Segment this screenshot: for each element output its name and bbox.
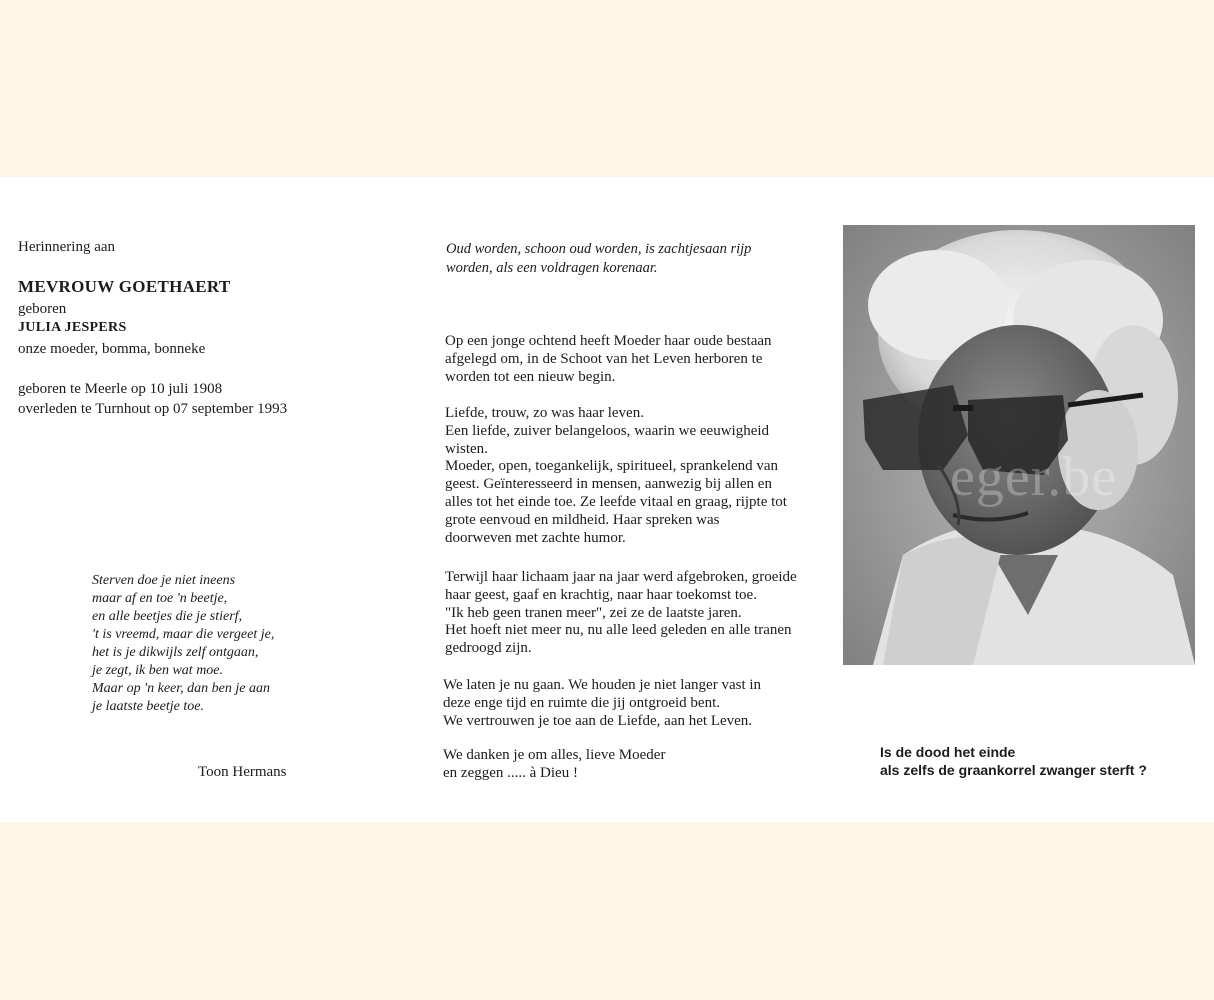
watermark-text: eger.be	[950, 446, 1118, 508]
question-line: als zelfs de graankorrel zwanger sterft ?	[880, 762, 1147, 778]
poem-line: en alle beetjes die je stierf,	[92, 609, 243, 624]
poem-line: 't is vreemd, maar die vergeet je,	[92, 627, 275, 642]
paragraph-line: wisten.	[445, 440, 488, 457]
paragraph-line: Liefde, trouw, zo was haar leven.	[445, 405, 644, 421]
birth-line: geboren te Meerle op 10 juli 1908	[18, 381, 223, 397]
poem-line: je zegt, ik ben wat moe.	[92, 663, 224, 678]
paragraph-line: haar geest, gaaf en krachtig, naar haar toekomst toe.	[445, 586, 757, 603]
paragraph-line: We vertrouwen je toe aan de Liefde, aan het Leven.	[443, 712, 753, 729]
epigraph-line: Oud worden, schoon oud worden, is zachtjesaan rijp	[446, 241, 752, 257]
poem-line: het is je dikwijls zelf ontgaan,	[92, 645, 259, 660]
death-line: overleden te Turnhout op 07 september 1993	[18, 401, 288, 417]
paragraph-thanks	[443, 747, 811, 783]
paragraph-line: afgelegd om, in de Schoot van het Leven herboren te	[445, 350, 763, 367]
poem-author: Toon Hermans	[198, 764, 287, 780]
paragraph-farewell	[443, 677, 811, 730]
poem-line: Maar op 'n keer, dan ben je aan	[92, 681, 270, 696]
question-line: Is de dood het einde	[880, 744, 1016, 760]
poem-line: je laatste beetje toe.	[92, 699, 204, 714]
paragraph-line: Het hoeft niet meer nu, nu alle leed geleden en alle tranen	[445, 622, 792, 639]
paragraph-line: "Ik heb geen tranen meer", zei ze de laatste jaren.	[445, 604, 742, 621]
epigraph	[446, 240, 816, 278]
born-label: geboren	[18, 301, 67, 317]
paragraph-line: geest. Geïnteresseerd in mensen, aanwezig bij allen en	[445, 476, 772, 493]
paragraph-life	[445, 405, 811, 547]
paragraph-line: Moeder, open, toegankelijk, spiritueel, sprankelend van	[445, 458, 779, 475]
relations-text: onze moeder, bomma, bonneke	[18, 341, 206, 357]
maiden-name: JULIA JESPERS	[18, 320, 127, 335]
paragraph-line: gedroogd zijn.	[445, 640, 532, 657]
poem-line: Sterven doe je niet ineens	[92, 573, 236, 588]
paragraph-line: grote eenvoud en mildheid. Haar spreken was	[445, 511, 720, 528]
paragraph-line: Op een jonge ochtend heeft Moeder haar oude bestaan	[445, 333, 772, 349]
epigraph-line: worden, als een voldragen korenaar.	[446, 260, 658, 276]
paragraph-line: alles tot het einde toe. Ze leefde vitaal en graag, rijpte tot	[445, 493, 787, 510]
intro-text: Herinnering aan	[18, 239, 116, 255]
paragraph-line: Een liefde, zuiver belangeloos, waarin we eeuwigheid	[445, 422, 770, 439]
paragraph-line: Terwijl haar lichaam jaar na jaar werd afgebroken, groeide	[445, 569, 797, 585]
paragraph-line: worden tot een nieuw begin.	[445, 368, 616, 385]
closing-question	[880, 743, 1147, 779]
paragraph-line: We danken je om alles, lieve Moeder	[443, 747, 666, 763]
poem-line: maar af en toe 'n beetje,	[92, 591, 228, 606]
paragraph-line: We laten je nu gaan. We houden je niet langer vast in	[443, 677, 762, 693]
deceased-name: MEVROUW GOETHAERT	[18, 277, 231, 296]
paragraph-rebirth	[445, 333, 811, 386]
paragraph-spirit	[445, 569, 811, 658]
poem	[92, 572, 332, 716]
paragraph-line: doorweven met zachte humor.	[445, 529, 626, 546]
paragraph-line: deze enge tijd en ruimte die jij ontgroeid bent.	[443, 694, 720, 711]
paragraph-line: en zeggen ..... à Dieu !	[443, 764, 578, 781]
memorial-card	[0, 177, 1214, 822]
